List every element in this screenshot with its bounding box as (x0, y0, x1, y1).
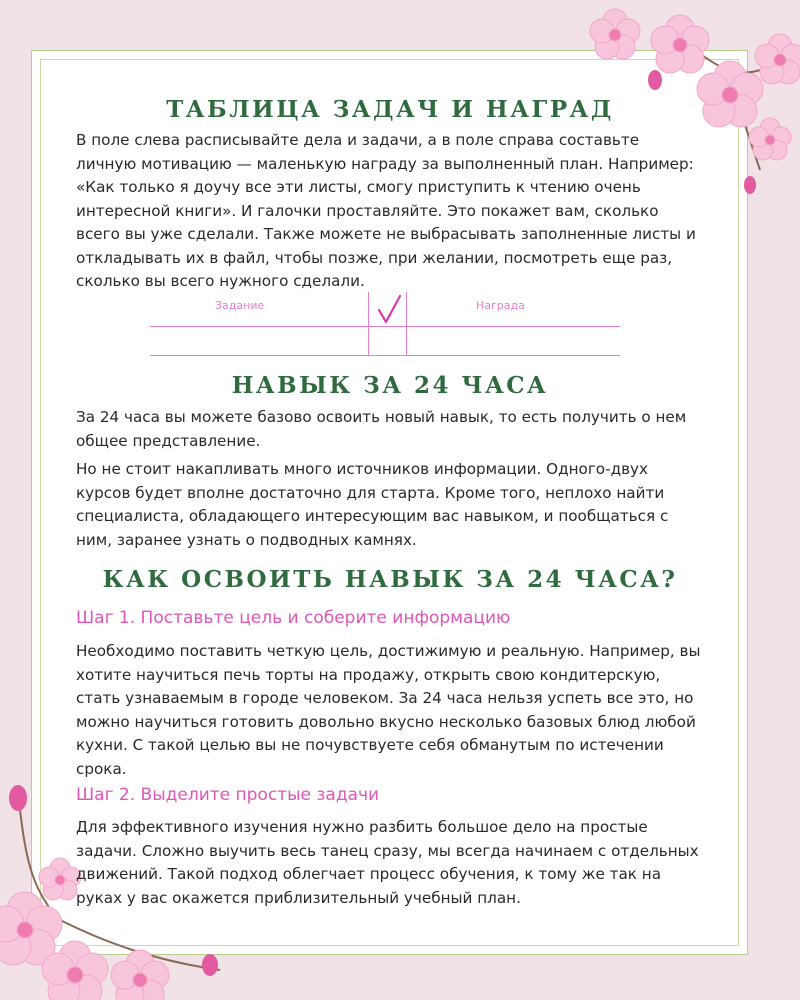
skill-section-paragraph-1: За 24 часа вы можете базово освоить новый навык, то есть получить о нем общее представление. (76, 408, 687, 450)
reward-column-label: Награда (476, 299, 525, 312)
howto-section-title: КАК ОСВОИТЬ НАВЫК ЗА 24 ЧАСА? (102, 566, 678, 593)
task-column-label: Задание (215, 299, 265, 312)
table-divider-left (368, 292, 369, 356)
step-1-text: Необходимо поставить четкую цель, достижимую и реальную. Например, вы хотите научиться печь торты на продажу, открыть свою кондитерскую, стать узнаваемым в городе человеком. За 24 часа нельзя успеть все это, но можно научиться готовить довольно вкусно несколько базовых блюд любой кухни. С такой целью вы не почувствуете себя обманутым по истечении срока. (76, 642, 701, 778)
table-section-title: ТАБЛИЦА ЗАДАЧ И НАГРАД (166, 96, 614, 123)
table-section-paragraph: В поле слева расписывайте дела и задачи, а в поле справа составьте личную мотивацию — маленькую награду за выполненный план. Например: «Как только я доучу все эти листы, смогу приступить к чтению очень интересной книги». И галочки проставляйте. Это покажет вам, сколько всего вы уже сделали. Также можете не выбрасывать заполненные листы и откладывать их в файл, чтобы позже, при желании, посмотреть еще раз, сколько вы всего нужного сделали. (76, 131, 696, 290)
table-bottom-line (150, 355, 620, 356)
skill-section-title: НАВЫК ЗА 24 ЧАСА (231, 372, 549, 399)
step-1-title: Шаг 1. Поставьте цель и соберите информацию (76, 608, 511, 628)
task-reward-table (150, 290, 620, 356)
step-2-text: Для эффективного изучения нужно разбить большое дело на простые задачи. Сложно выучить весь танец сразу, мы всегда начинаем с отдельных движений. Такой подход облегчает процесс обучения, к тому же так на руках у вас окажется приблизительный учебный план. (76, 818, 699, 907)
table-divider-right (406, 292, 407, 356)
skill-section-paragraph-2: Но не стоит накапливать много источников информации. Одного-двух курсов будет вполне достаточно для старта. Кроме того, неплохо найти специалиста, обладающего интересующим вас навыком, и пообщаться с ним, заранее узнать о подводных камнях. (76, 460, 669, 549)
checkmark-icon (374, 292, 404, 328)
step-2-title: Шаг 2. Выделите простые задачи (76, 785, 380, 805)
